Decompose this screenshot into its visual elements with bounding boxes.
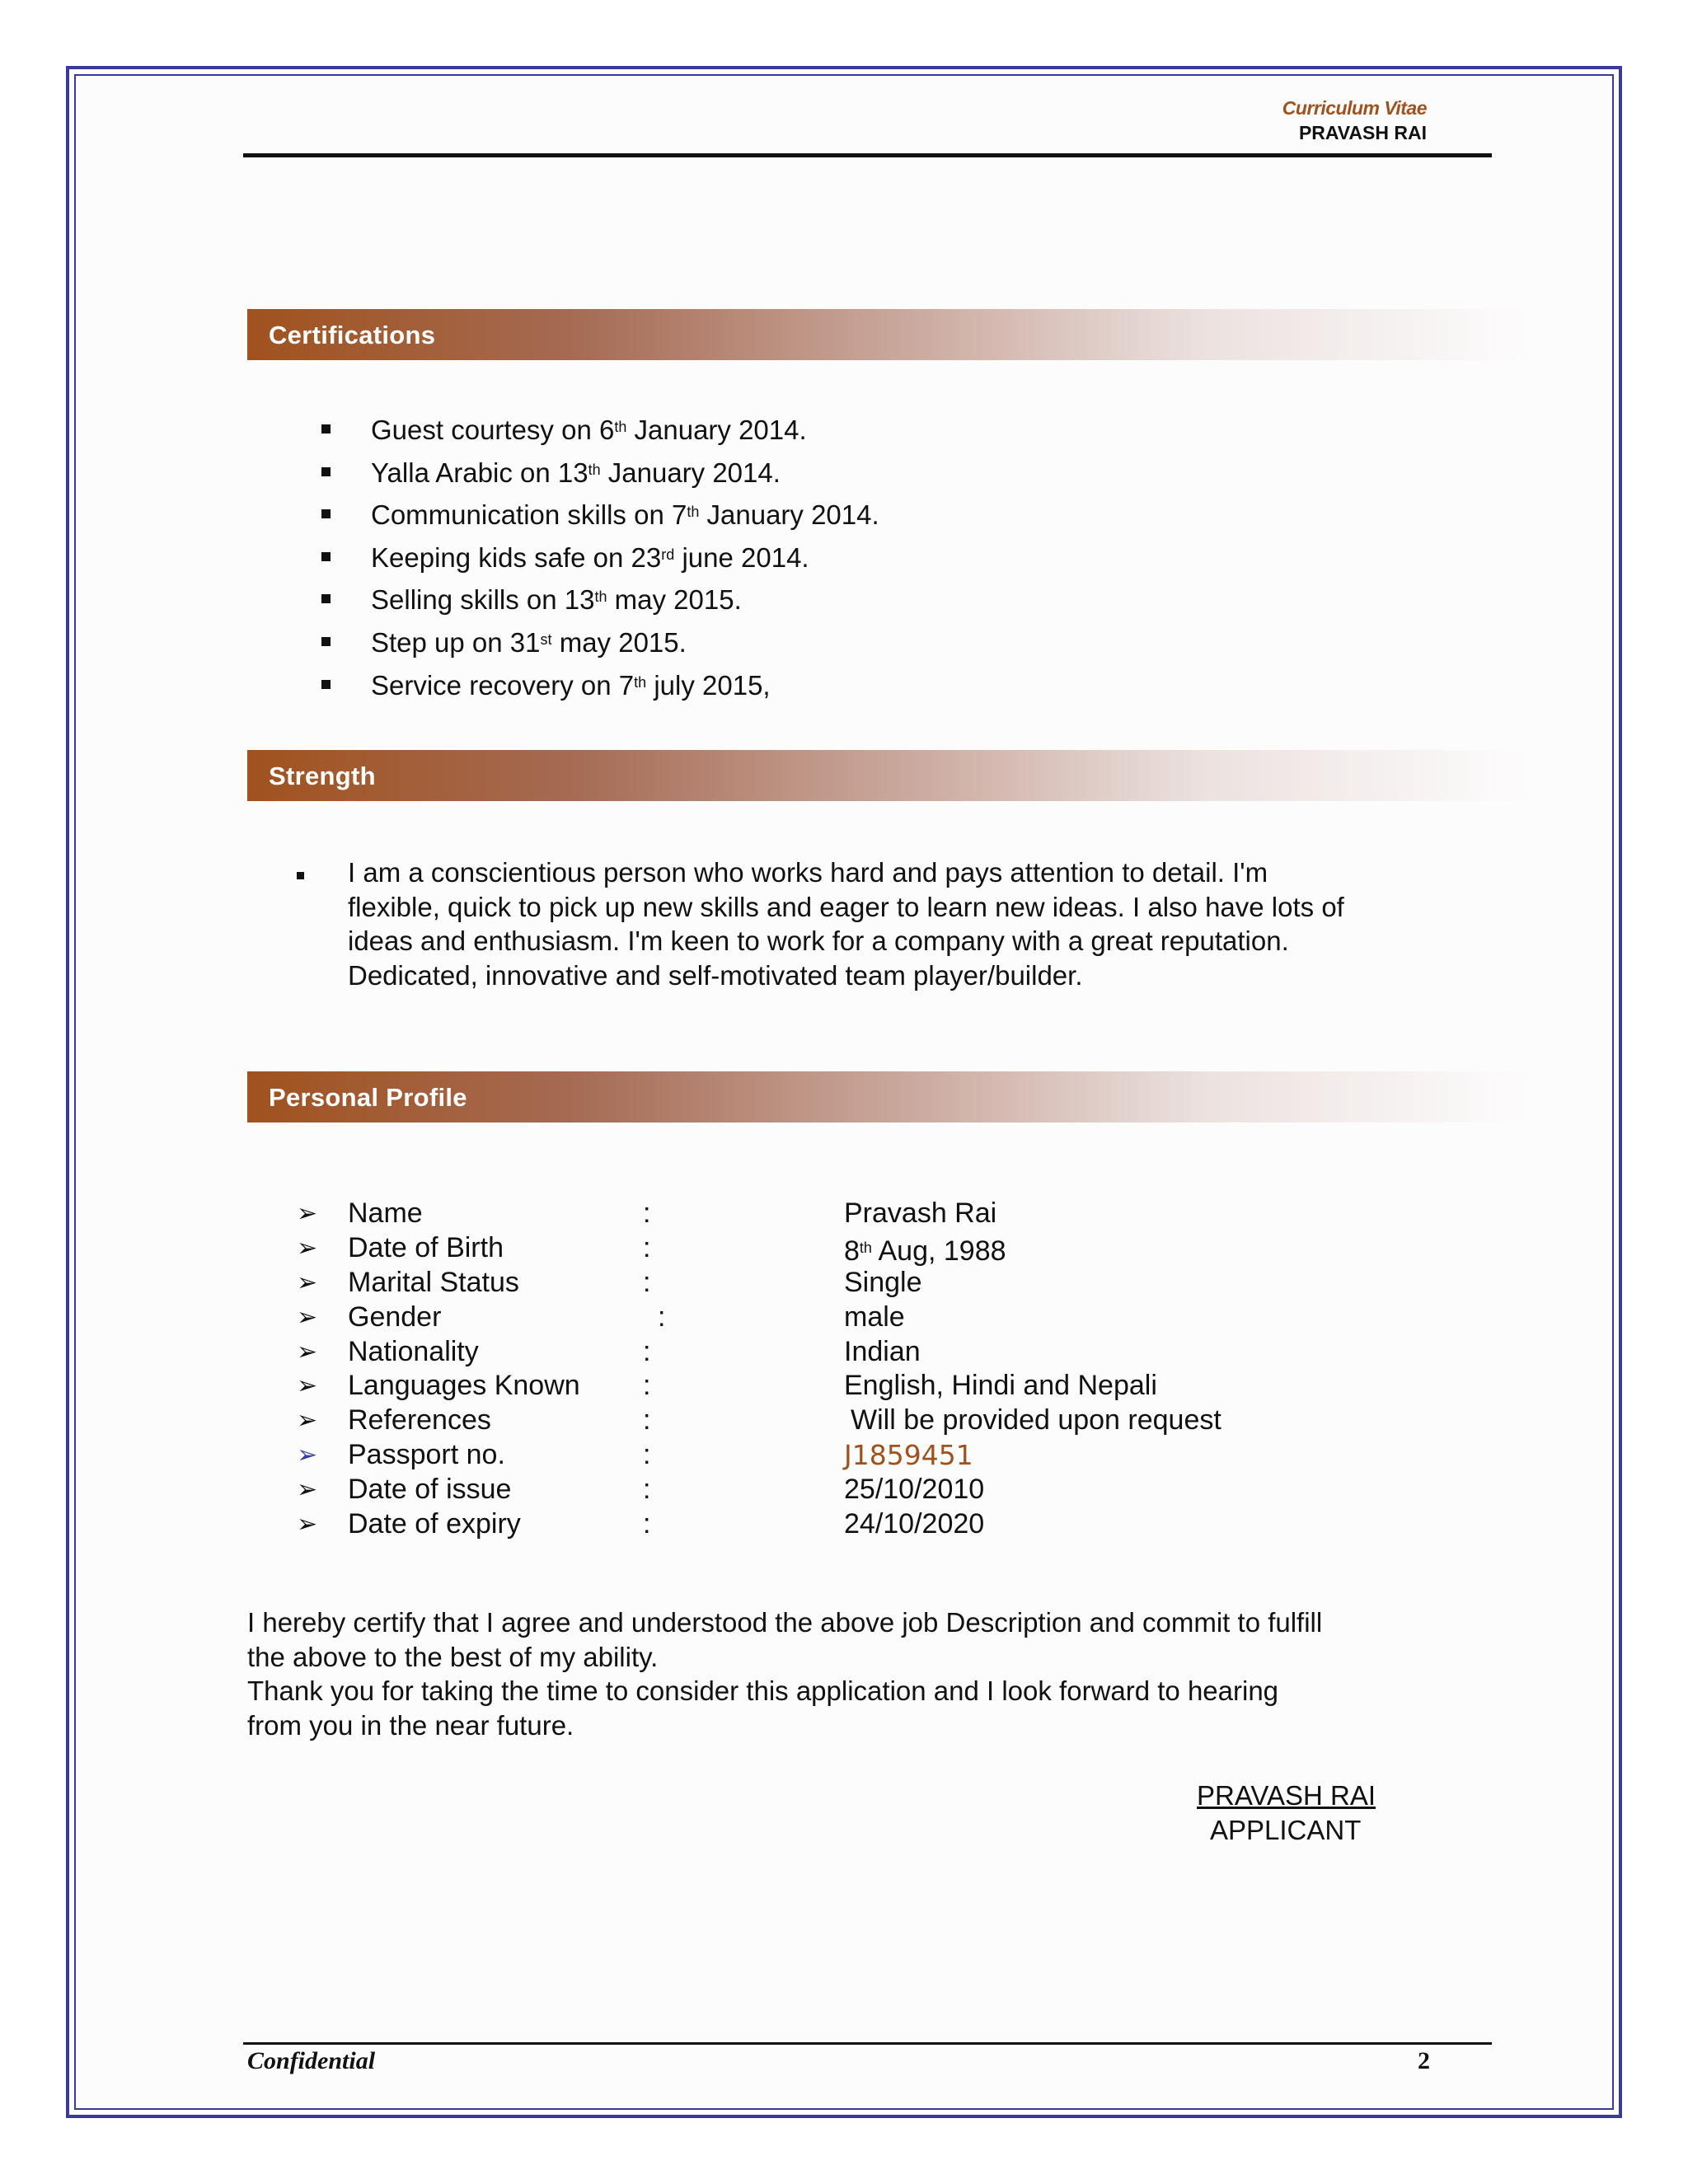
arrow-bullet-icon: ➢ [297,1511,318,1539]
profile-label: Date of expiry [348,1508,521,1540]
section-personal-profile [247,1071,1529,1122]
profile-label: Date of issue [348,1474,512,1506]
arrow-bullet-icon: ➢ [297,1268,318,1296]
list-item: Step up on 31st may 2015. [321,619,879,662]
profile-value: Will be provided upon request [851,1404,1221,1436]
profile-colon: : [658,1301,666,1333]
section-strength-title: Strength [269,762,376,790]
certifications-list [321,406,879,704]
header-rule [243,153,1492,157]
header-name: PRAVASH RAI [1298,122,1427,143]
profile-value: English, Hindi and Nepali [844,1370,1157,1402]
strength-text: I am a conscientious person who works hard and pays attention to detail. I'm flexible, quick to pick up new skills and eager to learn new ideas. I also have lots of ideas and enthusiasm. I'm keen to work for a company with a great reputation. Dedicated, innovative and self-motivated team player/builder. [348,857,1344,991]
signature-role: APPLICANT [1210,1815,1362,1845]
certification-statement: I hereby certify that I agree and understood the above job Description and commit to fulfill the above to the best of my ability. Thank you for taking the time to consider this application and I look forward to hearing from you in the near future. [247,1607,1323,1741]
list-item: Keeping kids safe on 23rd june 2014. [321,534,879,577]
header-title: Curriculum Vitae [1282,97,1427,119]
profile-colon: : [643,1197,651,1229]
section-certifications [247,309,1529,360]
profile-value: 24/10/2020 [844,1508,985,1540]
passport-number: J1859451 [844,1439,973,1472]
profile-value: male [844,1301,905,1333]
profile-colon: : [643,1231,651,1263]
arrow-bullet-icon: ➢ [297,1476,318,1504]
profile-value: Pravash Rai [844,1197,997,1229]
arrow-bullet-icon: ➢ [297,1338,318,1366]
strength-block [297,855,1442,992]
list-item: Selling skills on 13th may 2015. [321,576,879,619]
list-item: Communication skills on 7th January 2014. [321,491,879,534]
square-bullet-icon [297,872,304,879]
arrow-bullet-icon: ➢ [297,1303,318,1331]
square-bullet-icon [321,594,331,603]
arrow-bullet-icon: ➢ [297,1200,318,1227]
profile-label: Name [348,1197,423,1229]
square-bullet-icon [321,637,331,646]
square-bullet-icon [321,509,331,518]
profile-label: Languages Known [348,1370,580,1402]
arrow-bullet-icon: ➢ [297,1234,318,1262]
square-bullet-icon [321,424,331,434]
list-item: Guest courtesy on 6th January 2014. [321,406,879,449]
profile-value: 25/10/2010 [844,1474,985,1506]
list-item: Yalla Arabic on 13th January 2014. [321,449,879,492]
list-item: Service recovery on 7th july 2015, [321,662,879,705]
profile-label: References [348,1404,491,1436]
footer-rule [243,2042,1492,2045]
arrow-bullet-icon: ➢ [297,1441,318,1469]
section-personal-profile-title: Personal Profile [269,1083,467,1112]
section-strength [247,750,1529,801]
profile-label: Nationality [348,1335,479,1367]
arrow-bullet-icon: ➢ [297,1407,318,1435]
arrow-bullet-icon: ➢ [297,1372,318,1400]
profile-value: 8th Aug, 1988 [844,1235,1006,1267]
profile-label: Date of Birth [348,1231,504,1263]
profile-colon: : [643,1474,651,1506]
profile-colon: : [643,1266,651,1298]
profile-value: Single [844,1266,922,1298]
square-bullet-icon [321,467,331,476]
profile-value: Indian [844,1335,921,1367]
section-certifications-title: Certifications [269,321,436,349]
footer-confidential: Confidential [247,2047,376,2074]
profile-colon: : [643,1404,651,1436]
profile-colon: : [643,1370,651,1402]
profile-label: Marital Status [348,1266,519,1298]
square-bullet-icon [321,552,331,561]
profile-colon: : [643,1439,651,1471]
page-number: 2 [1418,2047,1430,2074]
profile-label: Gender [348,1301,442,1333]
profile-label: Passport no. [348,1439,505,1471]
profile-colon: : [643,1508,651,1540]
profile-colon: : [643,1335,651,1367]
signature-name: PRAVASH RAI [1197,1780,1376,1811]
square-bullet-icon [321,680,331,689]
